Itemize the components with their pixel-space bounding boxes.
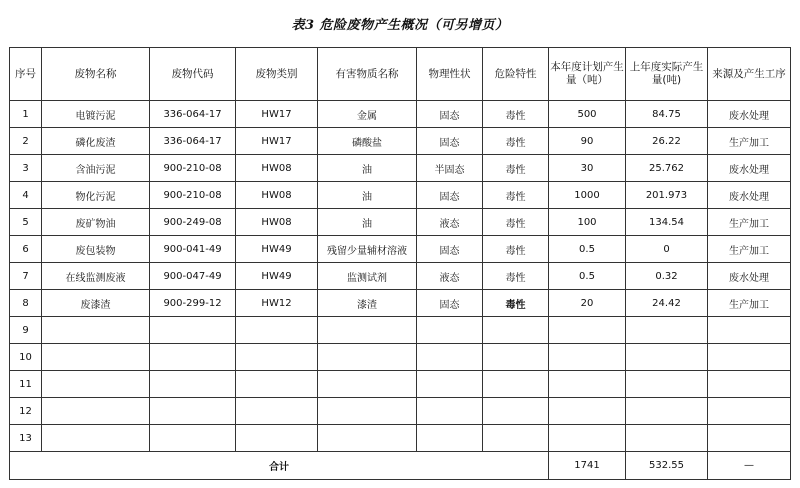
- cell-no: 8: [10, 290, 42, 317]
- cell-physical-state: 固态: [417, 236, 483, 263]
- table-row: [10, 344, 791, 371]
- cell-code: 900-210-08: [150, 155, 236, 182]
- cell-actual: 134.54: [626, 209, 708, 236]
- cell-code: 900-047-49: [150, 263, 236, 290]
- cell-planned: 100: [549, 209, 626, 236]
- cell-physical-state: 固态: [417, 101, 483, 128]
- table-row: [10, 182, 791, 209]
- cell-name: 废漆渣: [42, 290, 150, 317]
- cell-source: 生产加工: [708, 209, 791, 236]
- cell-category: HW08: [236, 209, 318, 236]
- cell-hazard: [483, 371, 549, 398]
- cell-actual: 25.762: [626, 155, 708, 182]
- cell-substance: 漆渣: [318, 290, 417, 317]
- cell-hazard: 毒性: [483, 155, 549, 182]
- cell-hazard: [483, 344, 549, 371]
- cell-physical-state: 液态: [417, 263, 483, 290]
- total-source: —: [708, 452, 791, 480]
- cell-actual: [626, 398, 708, 425]
- cell-actual: 0.32: [626, 263, 708, 290]
- header-code: 废物代码: [150, 48, 236, 101]
- header-physical-state: 物理性状: [417, 48, 483, 101]
- cell-substance: 残留少量辅材溶液: [318, 236, 417, 263]
- cell-no: 13: [10, 425, 42, 452]
- cell-physical-state: 固态: [417, 290, 483, 317]
- cell-source: [708, 398, 791, 425]
- cell-category: [236, 398, 318, 425]
- cell-name: [42, 317, 150, 344]
- table-row: [10, 398, 791, 425]
- cell-name: [42, 425, 150, 452]
- cell-no: 3: [10, 155, 42, 182]
- cell-source: [708, 371, 791, 398]
- header-hazard: 危险特性: [483, 48, 549, 101]
- cell-code: 336-064-17: [150, 101, 236, 128]
- cell-no: 4: [10, 182, 42, 209]
- total-actual: 532.55: [626, 452, 708, 480]
- cell-category: [236, 425, 318, 452]
- header-category: 废物类别: [236, 48, 318, 101]
- cell-category: HW08: [236, 155, 318, 182]
- cell-substance: [318, 317, 417, 344]
- cell-hazard: 毒性: [483, 182, 549, 209]
- header-name: 废物名称: [42, 48, 150, 101]
- table-row: [10, 290, 791, 317]
- cell-planned: [549, 344, 626, 371]
- cell-physical-state: [417, 398, 483, 425]
- cell-hazard: 毒性: [483, 236, 549, 263]
- cell-name: [42, 344, 150, 371]
- cell-source: 生产加工: [708, 290, 791, 317]
- cell-planned: 90: [549, 128, 626, 155]
- cell-no: 1: [10, 101, 42, 128]
- cell-source: [708, 317, 791, 344]
- cell-actual: 0: [626, 236, 708, 263]
- cell-code: [150, 317, 236, 344]
- cell-planned: [549, 425, 626, 452]
- table-row: [10, 236, 791, 263]
- cell-source: 生产加工: [708, 128, 791, 155]
- cell-substance: 油: [318, 209, 417, 236]
- cell-hazard: 毒性: [483, 101, 549, 128]
- cell-source: 废水处理: [708, 263, 791, 290]
- cell-planned: 0.5: [549, 263, 626, 290]
- cell-no: 12: [10, 398, 42, 425]
- cell-no: 9: [10, 317, 42, 344]
- cell-hazard: [483, 317, 549, 344]
- cell-name: 废矿物油: [42, 209, 150, 236]
- table-row: [10, 317, 791, 344]
- cell-actual: 201.973: [626, 182, 708, 209]
- header-no: 序号: [10, 48, 42, 101]
- cell-physical-state: 半固态: [417, 155, 483, 182]
- cell-code: [150, 398, 236, 425]
- cell-category: [236, 371, 318, 398]
- cell-actual: 26.22: [626, 128, 708, 155]
- cell-actual: [626, 344, 708, 371]
- cell-substance: 金属: [318, 101, 417, 128]
- cell-hazard: 毒性: [483, 263, 549, 290]
- cell-substance: 油: [318, 182, 417, 209]
- cell-source: 生产加工: [708, 236, 791, 263]
- cell-hazard: 毒性: [483, 128, 549, 155]
- cell-hazard: 毒性: [483, 209, 549, 236]
- cell-planned: 0.5: [549, 236, 626, 263]
- cell-substance: 磷酸盐: [318, 128, 417, 155]
- cell-name: 电镀污泥: [42, 101, 150, 128]
- header-row: [10, 48, 791, 101]
- cell-category: HW12: [236, 290, 318, 317]
- cell-substance: [318, 398, 417, 425]
- table-row: [10, 371, 791, 398]
- cell-planned: [549, 398, 626, 425]
- cell-category: [236, 317, 318, 344]
- cell-planned: 500: [549, 101, 626, 128]
- cell-physical-state: [417, 317, 483, 344]
- cell-name: 废包装物: [42, 236, 150, 263]
- header-source: 来源及产生工序: [708, 48, 791, 101]
- cell-name: 物化污泥: [42, 182, 150, 209]
- cell-no: 2: [10, 128, 42, 155]
- cell-hazard: [483, 425, 549, 452]
- cell-substance: [318, 344, 417, 371]
- cell-name: 含油污泥: [42, 155, 150, 182]
- header-substance: 有害物质名称: [318, 48, 417, 101]
- cell-no: 5: [10, 209, 42, 236]
- cell-actual: [626, 317, 708, 344]
- table-title: 表3 危险废物产生概况（可另增页）: [291, 18, 509, 33]
- cell-physical-state: [417, 371, 483, 398]
- cell-category: HW17: [236, 101, 318, 128]
- cell-hazard: 毒性: [483, 290, 549, 317]
- cell-no: 10: [10, 344, 42, 371]
- header-actual-amount: 上年度实际产生量(吨): [626, 48, 708, 101]
- total-label: 合计: [10, 452, 549, 480]
- cell-name: 磷化废渣: [42, 128, 150, 155]
- table-row: [10, 101, 791, 128]
- cell-category: [236, 344, 318, 371]
- cell-code: [150, 371, 236, 398]
- cell-planned: 1000: [549, 182, 626, 209]
- total-row: [10, 452, 791, 480]
- cell-actual: 24.42: [626, 290, 708, 317]
- table-row: [10, 209, 791, 236]
- cell-category: HW49: [236, 236, 318, 263]
- cell-source: 废水处理: [708, 155, 791, 182]
- cell-substance: [318, 425, 417, 452]
- table-row: [10, 263, 791, 290]
- cell-source: 废水处理: [708, 101, 791, 128]
- cell-actual: 84.75: [626, 101, 708, 128]
- cell-planned: 20: [549, 290, 626, 317]
- hazardous-waste-table: [9, 47, 791, 480]
- table-row: [10, 128, 791, 155]
- cell-substance: 油: [318, 155, 417, 182]
- cell-name: [42, 371, 150, 398]
- cell-physical-state: 固态: [417, 182, 483, 209]
- cell-code: [150, 425, 236, 452]
- cell-category: HW08: [236, 182, 318, 209]
- cell-code: 336-064-17: [150, 128, 236, 155]
- cell-source: [708, 425, 791, 452]
- cell-substance: [318, 371, 417, 398]
- header-planned-amount: 本年度计划产生量（吨）: [549, 48, 626, 101]
- cell-physical-state: [417, 425, 483, 452]
- total-planned: 1741: [549, 452, 626, 480]
- cell-planned: [549, 317, 626, 344]
- cell-hazard: [483, 398, 549, 425]
- cell-name: [42, 398, 150, 425]
- cell-category: HW17: [236, 128, 318, 155]
- table-row: [10, 155, 791, 182]
- cell-code: 900-299-12: [150, 290, 236, 317]
- cell-planned: [549, 371, 626, 398]
- cell-source: [708, 344, 791, 371]
- cell-source: 废水处理: [708, 182, 791, 209]
- cell-physical-state: 固态: [417, 128, 483, 155]
- cell-no: 11: [10, 371, 42, 398]
- cell-actual: [626, 371, 708, 398]
- cell-planned: 30: [549, 155, 626, 182]
- cell-category: HW49: [236, 263, 318, 290]
- table-row: [10, 425, 791, 452]
- cell-code: [150, 344, 236, 371]
- cell-physical-state: [417, 344, 483, 371]
- cell-physical-state: 液态: [417, 209, 483, 236]
- cell-code: 900-249-08: [150, 209, 236, 236]
- cell-code: 900-041-49: [150, 236, 236, 263]
- cell-code: 900-210-08: [150, 182, 236, 209]
- cell-actual: [626, 425, 708, 452]
- cell-no: 6: [10, 236, 42, 263]
- cell-no: 7: [10, 263, 42, 290]
- cell-substance: 监测试剂: [318, 263, 417, 290]
- cell-name: 在线监测废液: [42, 263, 150, 290]
